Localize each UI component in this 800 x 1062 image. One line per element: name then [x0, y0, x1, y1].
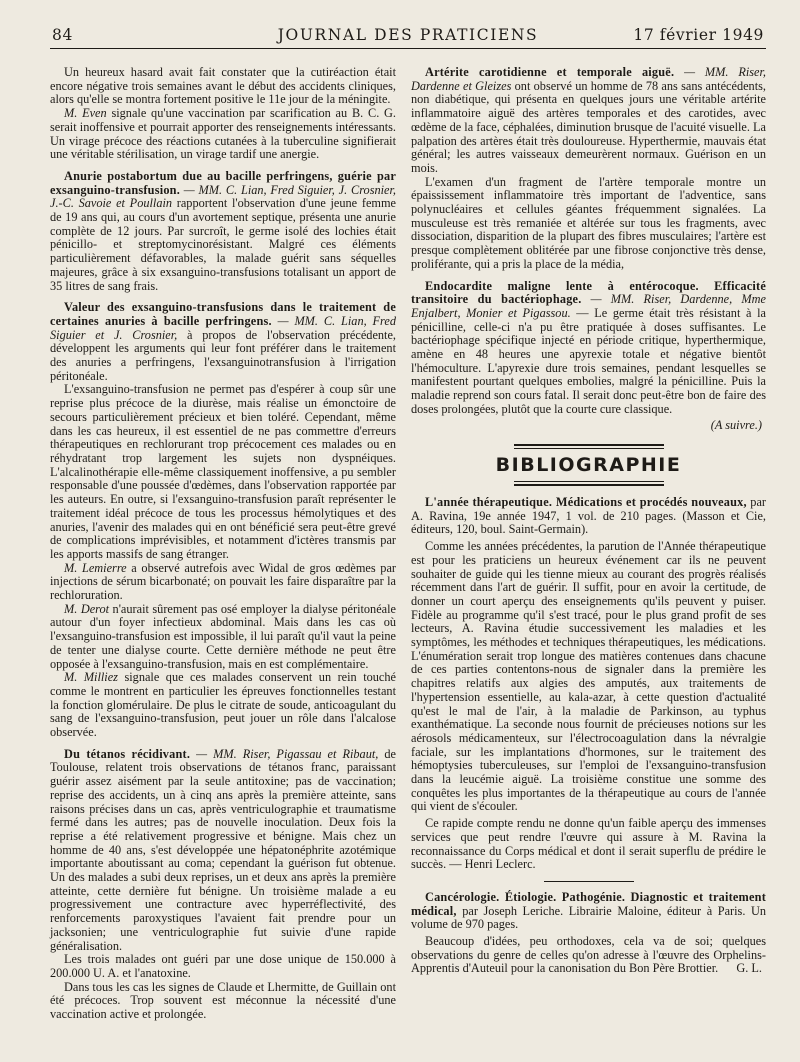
- article-authors: — MM. Riser, Pigassau et Ribaut,: [190, 746, 379, 761]
- article-arterite: Artérite carotidienne et temporale aiguë. — MM. Riser, Dardenne et Gleizes ont observé un homme de 78 ans sans antécédents, non diabétique, qui présenta en quelques jours une véritable artérite inflammatoire aiguë des artères temporales et des carotides, avec œdème de la face, céphalées, diminution brusque de l'acuité visuelle. La palpation des artères était très douloureuse. Hyperthermie, mauvais état général; les autres vaisseaux demeurèrent normaux. Guérison en un mois.: [411, 65, 766, 175]
- journal-title: JOURNAL DES PRATICIENS: [277, 26, 539, 44]
- divider: [514, 484, 664, 486]
- article-anurie: Anurie postabortum due au bacille perfringens, guérie par exsanguino-transfusion. — MM. C. Lian, Fred Siguier, J. Crosnier, J.-C. Savoie et Poullain rapportent l'observation d'une jeune femme de 19 ans qui, au cours d'un avortement septique, présenta une anurie complète de 12 jours. Par surcroît, le germe isolé des lochies était pénicillo- et streptomycinorésistant. Malgré ces éléments particulièrement défavorables, la malade guérit sans séquelles majeures, grâce à six exsanguino-transfusions totalisant un apport de 35 litres de sang frais.: [50, 168, 396, 293]
- author-name: M. Milliez: [64, 670, 118, 685]
- divider: [544, 881, 634, 882]
- divider: [514, 481, 664, 482]
- divider: [514, 448, 664, 449]
- right-column: [411, 66, 766, 976]
- article-exsanguino: Valeur des exsanguino-transfusions dans le traitement de certaines anuries à bacille perfringens. — MM. C. Lian, Fred Siguier et J. Crosnier, à propos de l'observation précédente, développent les arguments qui leur font préférer dans le traitement des anuries a perfringens, l'exsanguinotransfusion à l'irrigation péritonéale.: [50, 300, 396, 383]
- page-number: 84: [52, 26, 73, 44]
- book-entry-cancerologie: [411, 891, 766, 932]
- signature: G. L.: [736, 961, 762, 976]
- to-be-continued: (A suivre.): [710, 417, 762, 432]
- article-title: Anurie postabortum due au bacille perfringens, guérie par exsanguino-transfusion.: [50, 168, 396, 197]
- article-authors: — MM. Riser, Dardenne, Mme Enjalbert, Monier et Pigassou.: [411, 292, 766, 320]
- paragraph: Dans tous les cas les signes de Claude et Lhermitte, de Guillain ont été précoces. Trop souvent est méconnue la nécessité d'une vaccination active et prolongée.: [50, 979, 396, 1022]
- divider: [514, 444, 664, 446]
- article-title: Artérite carotidienne et temporale aiguë.: [425, 65, 675, 79]
- book-reference: par A. Ravina, 19e année 1947, 1 vol. de 210 pages. (Masson et Cie, éditeurs, 120, boul. Saint-Germain).: [411, 494, 766, 537]
- book-title: Cancérologie. Étiologie. Pathogénie. Diagnostic et traitement médical,: [411, 889, 766, 918]
- article-title: Endocardite maligne lente à entérocoque. Efficacité transitoire du bactériophage.: [411, 278, 766, 307]
- page-header: [50, 26, 766, 49]
- article-title: Valeur des exsanguino-transfusions dans le traitement de certaines anuries à bacille perfringens.: [50, 300, 396, 328]
- left-column: [50, 66, 396, 1022]
- bibliography-heading: BIBLIOGRAPHIE: [495, 454, 682, 477]
- paragraph: M. Derot n'aurait sûrement pas osé employer la dialyse péritonéale autour d'un foyer infectieux abdominal. Mais dans les cas où l'exsanguino-transfusion est impossible, il lui paraît qu'il vaut la peine de tenter une dialyse courte. Cette dernière méthode ne peut être opposée à l'exsanguino-transfusion, mais en est complémentaire.: [50, 601, 396, 671]
- article-endocardite: Endocardite maligne lente à entérocoque. Efficacité transitoire du bactériophage. — MM. Riser, Dardenne, Mme Enjalbert, Monier et Pigassou. — Le germe était très résistant à la pénicilline, celle-ci n'a pu être pratiquée à doses suffisantes. Le bactériophage spécifique injecté en période critique, hyperthermique, amène en 48 heures une apyrexie totale et négative bientôt l'hémoculture. L'apyrexie dure trois semaines, pendant lesquelles se manifestent pourtant quelques embolies, malgré la pénicilline. Puis la maladie reprend son cours fatal. Il serait donc peut-être bon de faire des doses prolongées, plutôt que la courte cure classique.: [411, 278, 766, 416]
- paragraph: M. Milliez signale que ces malades conservent un rein touché comme le montrent en particulier les épreuves fonctionnelles testant la fonction glomérulaire. De plus le citrate de soude, anticoagulant du sang de l'exsanguino-transfusion, peut jouer un rôle dans l'alcalose observée.: [50, 670, 396, 740]
- paragraph: Ce rapide compte rendu ne donne qu'un faible aperçu des immenses services que peut rendre l'œuvre qui assure à M. Ravina la reconnaissance du Corps médical et dont il serait superflu de prédire le succès. — Henri Leclerc.: [411, 816, 766, 872]
- book-entry-annee-therapeutique: [411, 496, 766, 537]
- paragraph: M. Even signale qu'une vaccination par scarification au B. C. G. serait inoffensive et pourrait apporter des renseignements intéressants. Un virage précoce des réactions cutanées à la tuberculine signifierait une véritable stérilisation, un virage tardif une anergie.: [50, 106, 396, 162]
- author-name: M. Derot: [64, 601, 110, 616]
- author-name: M. Even: [64, 106, 107, 121]
- paragraph: L'exsanguino-transfusion ne permet pas d'espérer à coup sûr une reprise plus précoce de la diurèse, mais réalise un émonctoire de secours particulièrement précieux et bien toléré. Cependant, même dans les cas heureux, il est essentiel de ne pas commettre d'erreurs thérapeutiques en rechlorurant trop précocement ces malades ou en réhydratant trop largement les sujets non dyspnéiques. L'alcalinothérapie elle-même classiquement inoffensive, a pu sembler responsable d'une poussée d'œdèmes, dans l'observation rapportée par les auteurs. En outre, si l'exsanguino-transfusion paraît représenter le traitement idéal précoce de tous les processus hémolytiques et des anuries, l'avenir des malades qui en ont bénéficié sera peut-être grevé de complications imprévisibles, et notamment d'ictères transmis par les apports massifs de sang étranger.: [50, 382, 396, 561]
- paragraph: Les trois malades ont guéri par une dose unique de 150.000 à 200.000 U. A. et l'anatoxine.: [50, 952, 396, 980]
- paragraph: M. Lemierre a observé autrefois avec Widal de gros œdèmes par injections de sérum bicarbonaté; on pouvait les faire disparaître par la rechloruration.: [50, 560, 396, 603]
- article-tetanos: Du tétanos récidivant. — MM. Riser, Pigassau et Ribaut, de Toulouse, relatent trois observations de tétanos franc, paraissant guérir assez aisément par la seule antitoxine; pas de vaccination; reprise des accidents, un à cinq ans après la première atteinte, sans raisons précises dans un cas, après ventriculographie et traumatisme fermé dans les autres; pas de nouvelle inoculation. Deux fois la reprise a été relativement progressive et bénigne. Mais chez un homme de 40 ans, s'est développée une hépatonéphrite azotémique importante aboutissant au coma; cependant la guérison fut obtenue. Un des malades a subi deux reprises, un et deux ans après la première atteinte, cette dernière fut bénigne. Un troisième malade a eu progressivement une contracture avec hyperréflectivité, des renforcements paroxystiques l'avaient fait prendre pour un jacksonien; une ventriculographie fut suivie d'une rapide généralisation.: [50, 746, 396, 953]
- book-title: L'année thérapeutique. Médications et procédés nouveaux,: [425, 494, 747, 509]
- issue-date: 17 février 1949: [633, 26, 764, 44]
- article-authors: — MM. C. Lian, Fred Siguier et J. Crosnier,: [50, 313, 396, 342]
- article-authors: — MM. C. Lian, Fred Siguier, J. Crosnier, J.-C. Savoie et Poullain: [50, 182, 396, 211]
- paragraph: Un heureux hasard avait fait constater que la cutiréaction était encore négative trois semaines avant le début des accidents cliniques, alors qu'elle se montra fortement positive le 11e jour de la méningite.: [50, 65, 396, 107]
- book-reference: par Joseph Leriche. Librairie Maloine, éditeur à Paris. Un volume de 970 pages.: [411, 903, 766, 932]
- article-title: Du tétanos récidivant.: [64, 746, 191, 761]
- author-name: M. Lemierre: [64, 560, 127, 575]
- paragraph: L'examen d'un fragment de l'artère temporale montre un épaississement inflammatoire très important de l'adventice, sans polynucléaires et cellules géantes fréquemment signalées. La musculeuse est très remaniée et altérée sur tous les fragments, avec dissociation, disparition de la plupart des fibres musculaires; l'artère est presque complètement oblitérée par une fibrose conjonctive très dense, proliférante, qui a pris la place de la média,: [411, 174, 766, 271]
- article-authors: — MM. Riser, Dardenne et Gleizes: [411, 65, 766, 93]
- paragraph: Comme les années précédentes, la parution de l'Année thérapeutique est pour les praticiens un heureux événement car ils ne peuvent souhaiter de guide qui les tienne mieux au courant des progrès réalisés récemment dans l'art de guérir. Il suffit, pour en avoir la certitude, de donner un court aperçu des enseignements qu'ils peuvent y puiser. Fidèle au programme qu'il s'est tracé, pour le plus grand profit de ses lecteurs, A. Ravina étudie successivement les maladies et les symptômes, les méthodes et techniques thérapeutiques, les médications. L'énumération serait trop longue des matières contenues dans chacune de ces parties contentons-nous de signaler dans la première les chapitres relatifs aux algies des amputés, aux traitements de l'hypertension essentielle, au kala-azar, à cette question d'actualité qu'est le mal de l'air, à la maladie de Parkinson, au typhus exanthématique. La seconde nous fournit de précieuses notions sur les aérosols médicamenteux, sur l'électrocoagulation dans la névralgie faciale, sur les implantations d'hormones, sur le traitement des hémoptysies tuberculeuses, sur l'emploi de l'exsanguino-transfusion dans la leucémie aiguë. La troisième constitue une somme des conquêtes les plus importantes de la thérapeutique au cours de l'année qui vient de s'écouler.: [411, 539, 766, 814]
- bibliography: [411, 496, 766, 976]
- paragraph: Beaucoup d'idées, peu orthodoxes, cela va de soi; quelques observations du genre de celles qu'on adresse à l'œuvre des Orphelins-Apprentis d'Auteuil pour la canonisation du Bon Père Brottier. G. L.: [411, 934, 766, 976]
